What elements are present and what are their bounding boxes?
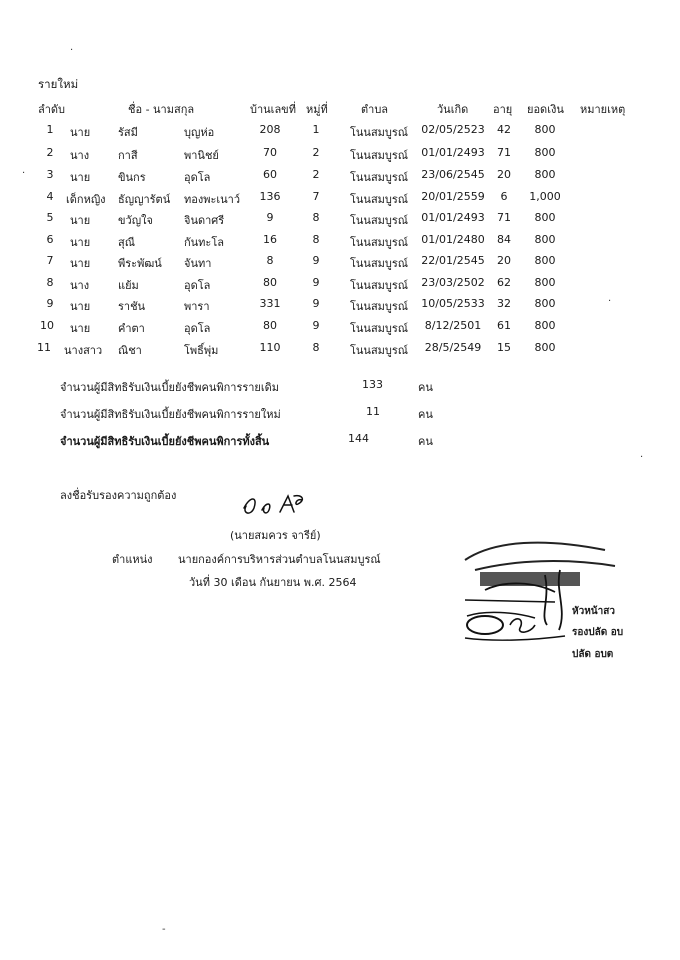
row-dob: 10/05/2533: [421, 297, 485, 310]
row-tambon: โนนสมบูรณ์: [350, 300, 409, 313]
header-moo: หมู่ที่: [306, 103, 328, 116]
scan-speck: ·: [70, 45, 74, 56]
row-moo: 7: [312, 190, 320, 203]
row-house: 80: [263, 319, 277, 332]
table-row: [0, 254, 680, 275]
row-last-name: อุดโล: [184, 322, 211, 335]
row-amount: 1,000: [529, 190, 561, 203]
row-no: 3: [46, 168, 54, 181]
table-row: [0, 123, 680, 144]
row-first-name: คำตา: [118, 322, 145, 335]
row-amount: 800: [534, 123, 556, 136]
row-tambon: โนนสมบูรณ์: [350, 279, 409, 292]
row-moo: 8: [312, 341, 320, 354]
row-tambon: โนนสมบูรณ์: [350, 149, 409, 162]
row-age: 62: [497, 276, 511, 289]
row-moo: 9: [312, 254, 320, 267]
row-dob: 01/01/2493: [421, 146, 485, 159]
approval-stamp: [455, 530, 640, 665]
row-house: 70: [263, 146, 277, 159]
row-dob: 23/03/2502: [421, 276, 485, 289]
row-tambon: โนนสมบูรณ์: [350, 214, 409, 227]
row-dob: 02/05/2523: [421, 123, 485, 136]
header-house: บ้านเลขที่: [250, 103, 296, 116]
row-tambon: โนนสมบูรณ์: [350, 344, 409, 357]
row-last-name: อุดโล: [184, 171, 211, 184]
row-prefix: นาย: [70, 214, 91, 227]
row-first-name: ณิชา: [118, 344, 142, 357]
row-moo: 2: [312, 168, 320, 181]
row-tambon: โนนสมบูรณ์: [350, 126, 409, 139]
row-no: 7: [46, 254, 54, 267]
row-age: 84: [497, 233, 511, 246]
row-last-name: พานิชย์: [184, 149, 219, 162]
row-prefix: นาย: [70, 257, 91, 270]
row-amount: 800: [534, 168, 556, 181]
row-house: 80: [263, 276, 277, 289]
row-first-name: ธัญญารัตน์: [118, 193, 171, 206]
row-first-name: สุณี: [118, 236, 135, 249]
row-last-name: ทองพะเนาว์: [184, 193, 241, 206]
row-dob: 01/01/2480: [421, 233, 485, 246]
row-age: 20: [497, 168, 511, 181]
table-row: [0, 233, 680, 254]
row-house: 208: [259, 123, 281, 136]
table-row: [0, 168, 680, 189]
row-house: 16: [263, 233, 277, 246]
table-row: [0, 211, 680, 232]
row-age: 20: [497, 254, 511, 267]
row-amount: 800: [534, 319, 556, 332]
row-dob: 23/06/2545: [421, 168, 485, 181]
table-row: [0, 341, 680, 362]
row-dob: 22/01/2545: [421, 254, 485, 267]
row-prefix: นาง: [70, 149, 90, 162]
scan-speck: ·: [608, 296, 612, 307]
row-dob: 8/12/2501: [424, 319, 482, 332]
row-age: 32: [497, 297, 511, 310]
stamp-line-1: หัวหน้าสว: [572, 606, 615, 617]
row-dob: 28/5/2549: [424, 341, 482, 354]
table-row: [0, 276, 680, 297]
row-last-name: จันทา: [184, 257, 212, 270]
summary-total-value: 144: [348, 432, 369, 445]
scan-speck: -: [162, 924, 166, 935]
row-prefix: นางสาว: [64, 344, 103, 357]
row-first-name: กาสี: [118, 149, 138, 162]
scan-speck: ·: [22, 168, 26, 179]
summary-total-label: จำนวนผู้มีสิทธิรับเงินเบี้ยยังชีพคนพิการทั้งสิ้น: [60, 435, 270, 448]
row-last-name: อุดโล: [184, 279, 211, 292]
row-no: 11: [37, 341, 51, 354]
scan-speck: ·: [640, 452, 644, 463]
row-prefix: เด็กหญิง: [66, 193, 106, 206]
summary-old-label: จำนวนผู้มีสิทธิรับเงินเบี้ยยังชีพคนพิการรายเดิม: [60, 381, 280, 394]
row-prefix: นาย: [70, 322, 91, 335]
row-first-name: พีระพัฒน์: [118, 257, 162, 270]
section-title: รายใหม่: [38, 77, 79, 91]
header-name: ชื่อ - นามสกุล: [128, 103, 195, 116]
header-amount: ยอดเงิน: [527, 103, 564, 116]
position-value: นายกองค์การบริหารส่วนตำบลโนนสมบูรณ์: [178, 553, 381, 566]
stamp-scribble: [455, 530, 640, 665]
row-moo: 9: [312, 319, 320, 332]
stamp-line-3: ปลัด อบต: [572, 649, 614, 660]
table-row: [0, 190, 680, 211]
summary-new-unit: คน: [418, 408, 433, 421]
signature-scribble: [236, 490, 316, 522]
row-last-name: พารา: [184, 300, 210, 313]
position-label: ตำแหน่ง: [112, 553, 153, 566]
table-row: [0, 297, 680, 318]
header-age: อายุ: [493, 103, 513, 116]
row-first-name: ขินกร: [118, 171, 146, 184]
row-last-name: จินดาศรี: [184, 214, 225, 227]
header-no: ลำดับ: [38, 103, 66, 116]
row-amount: 800: [534, 233, 556, 246]
row-last-name: บุญห่อ: [184, 126, 215, 139]
row-prefix: นาย: [70, 171, 91, 184]
row-age: 42: [497, 123, 511, 136]
certify-label: ลงชื่อรับรองความถูกต้อง: [60, 489, 177, 502]
row-first-name: รัสมี: [118, 126, 138, 139]
row-dob: 01/01/2493: [421, 211, 485, 224]
row-amount: 800: [534, 276, 556, 289]
row-prefix: นาง: [70, 279, 90, 292]
table-row: [0, 146, 680, 167]
summary-total-unit: คน: [418, 435, 433, 448]
row-no: 9: [46, 297, 54, 310]
row-tambon: โนนสมบูรณ์: [350, 236, 409, 249]
row-house: 110: [259, 341, 281, 354]
row-tambon: โนนสมบูรณ์: [350, 257, 409, 270]
row-house: 136: [259, 190, 281, 203]
row-dob: 20/01/2559: [421, 190, 485, 203]
header-tambon: ตำบล: [361, 103, 389, 116]
header-note: หมายเหตุ: [580, 103, 626, 116]
row-moo: 1: [312, 123, 320, 136]
row-first-name: ขวัญใจ: [118, 214, 153, 227]
row-no: 4: [46, 190, 54, 203]
row-age: 71: [497, 211, 511, 224]
row-moo: 9: [312, 297, 320, 310]
row-last-name: โพธิ์พุ่ม: [184, 344, 219, 357]
row-amount: 800: [534, 341, 556, 354]
row-tambon: โนนสมบูรณ์: [350, 171, 409, 184]
row-no: 8: [46, 276, 54, 289]
summary-new-value: 11: [366, 405, 380, 418]
row-prefix: นาย: [70, 300, 91, 313]
row-tambon: โนนสมบูรณ์: [350, 322, 409, 335]
row-amount: 800: [534, 146, 556, 159]
row-first-name: แย้ม: [118, 279, 139, 292]
summary-old-value: 133: [362, 378, 383, 391]
header-dob: วันเกิด: [437, 103, 469, 116]
row-no: 5: [46, 211, 54, 224]
row-age: 71: [497, 146, 511, 159]
row-no: 1: [46, 123, 54, 136]
row-tambon: โนนสมบูรณ์: [350, 193, 409, 206]
row-house: 8: [266, 254, 274, 267]
row-house: 60: [263, 168, 277, 181]
row-moo: 2: [312, 146, 320, 159]
summary-old-unit: คน: [418, 381, 433, 394]
row-prefix: นาย: [70, 236, 91, 249]
table-row: [0, 319, 680, 340]
row-moo: 8: [312, 211, 320, 224]
row-no: 2: [46, 146, 54, 159]
row-age: 15: [497, 341, 511, 354]
row-moo: 8: [312, 233, 320, 246]
row-no: 6: [46, 233, 54, 246]
row-first-name: ราชัน: [118, 300, 146, 313]
row-house: 331: [259, 297, 281, 310]
row-prefix: นาย: [70, 126, 91, 139]
row-last-name: กันทะโล: [184, 236, 224, 249]
row-age: 61: [497, 319, 511, 332]
row-amount: 800: [534, 297, 556, 310]
row-no: 10: [40, 319, 54, 332]
row-moo: 9: [312, 276, 320, 289]
row-house: 9: [266, 211, 274, 224]
signed-date: วันที่ 30 เดือน กันยายน พ.ศ. 2564: [189, 576, 357, 589]
row-amount: 800: [534, 211, 556, 224]
row-amount: 800: [534, 254, 556, 267]
stamp-line-2: รองปลัด อบ: [572, 627, 624, 638]
row-age: 6: [500, 190, 508, 203]
signer-name: (นายสมควร จารีย์): [230, 529, 321, 542]
summary-new-label: จำนวนผู้มีสิทธิรับเงินเบี้ยยังชีพคนพิการรายใหม่: [60, 408, 281, 421]
